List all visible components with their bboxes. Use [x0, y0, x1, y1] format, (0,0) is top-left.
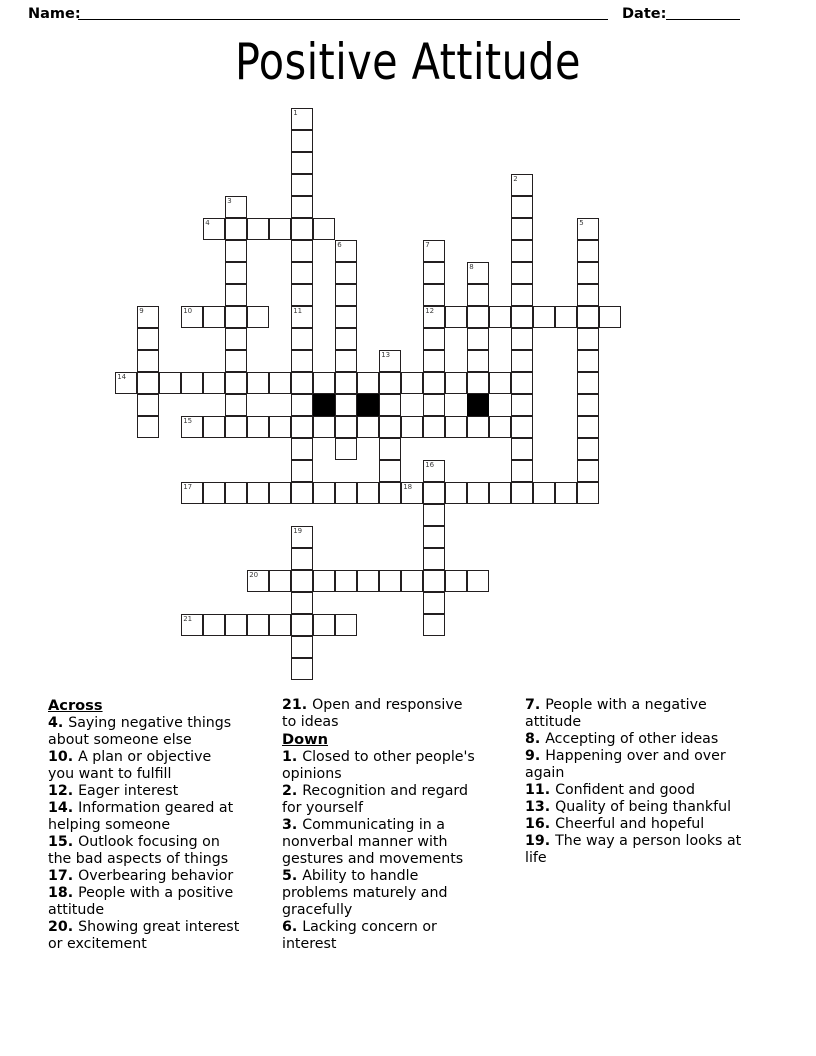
crossword-cell[interactable]: [379, 350, 401, 372]
crossword-cell[interactable]: [291, 130, 313, 152]
cell-number: 12: [425, 306, 435, 315]
crossword-cell[interactable]: [401, 570, 423, 592]
crossword-cell[interactable]: [423, 328, 445, 350]
clue-item: [282, 817, 480, 868]
crossword-cell[interactable]: [357, 570, 379, 592]
crossword-cell[interactable]: [401, 372, 423, 394]
clue-item: [48, 715, 240, 749]
crossword-cell[interactable]: [203, 482, 225, 504]
crossword-cell[interactable]: [423, 262, 445, 284]
clue-text: Overbearing behavior: [78, 868, 234, 884]
crossword-cell[interactable]: [379, 394, 401, 416]
crossword-cell[interactable]: [225, 416, 247, 438]
clue-item: [282, 868, 480, 919]
crossword-cell[interactable]: [225, 614, 247, 636]
cell-number: 15: [183, 416, 193, 425]
clue-column-2: [240, 697, 480, 953]
crossword-cell[interactable]: [203, 372, 225, 394]
clue-number: 9.: [525, 748, 546, 764]
cell-number: 1: [293, 108, 298, 117]
clue-text: Showing great interest or excitement: [48, 919, 240, 952]
across-heading: Across: [48, 697, 103, 714]
clue-item: [48, 868, 240, 885]
clue-text: Ability to handle problems maturely and gracefully: [282, 868, 448, 918]
crossword-cell[interactable]: [577, 372, 599, 394]
crossword-cell[interactable]: [203, 614, 225, 636]
crossword-cell[interactable]: [577, 438, 599, 460]
crossword-cell[interactable]: [291, 218, 313, 240]
crossword-cell[interactable]: [269, 570, 291, 592]
date-label: Date:: [622, 6, 667, 22]
crossword-cell[interactable]: [291, 592, 313, 614]
crossword-cell[interactable]: [445, 416, 467, 438]
cell-number: 17: [183, 482, 193, 491]
crossword-cell[interactable]: [313, 482, 335, 504]
crossword-cell[interactable]: [511, 460, 533, 482]
clue-number: 14.: [48, 800, 79, 816]
crossword-cell[interactable]: [247, 570, 269, 592]
crossword-cell[interactable]: [423, 504, 445, 526]
crossword-cell[interactable]: [269, 416, 291, 438]
crossword-cell[interactable]: [181, 306, 203, 328]
crossword-cell[interactable]: [181, 416, 203, 438]
clue-number: 15.: [48, 834, 79, 850]
blocked-cell: [313, 394, 335, 416]
crossword-cell[interactable]: [467, 570, 489, 592]
crossword-cell[interactable]: [511, 350, 533, 372]
clue-number: 12.: [48, 783, 79, 799]
blocked-cell: [357, 394, 379, 416]
crossword-cell[interactable]: [291, 372, 313, 394]
clue-text: People with a positive attitude: [48, 885, 234, 918]
crossword-cell[interactable]: [225, 262, 247, 284]
crossword-cell[interactable]: [423, 526, 445, 548]
crossword-cell[interactable]: [225, 196, 247, 218]
crossword-cell[interactable]: [335, 416, 357, 438]
crossword-cell[interactable]: [379, 372, 401, 394]
clue-text: A plan or objective you want to fulfill: [48, 749, 212, 782]
crossword-cell[interactable]: [379, 416, 401, 438]
crossword-cell[interactable]: [269, 482, 291, 504]
crossword-cell[interactable]: [291, 658, 313, 680]
crossword-cell[interactable]: [511, 196, 533, 218]
clue-text: Open and responsive to ideas: [282, 697, 463, 730]
crossword-cell[interactable]: [511, 218, 533, 240]
crossword-cell[interactable]: [335, 614, 357, 636]
crossword-cell[interactable]: [467, 482, 489, 504]
crossword-cell[interactable]: [181, 482, 203, 504]
clue-text: Closed to other people's opinions: [282, 749, 475, 782]
crossword-cell[interactable]: [489, 372, 511, 394]
crossword-cell[interactable]: [225, 284, 247, 306]
clue-item: [525, 799, 760, 816]
clue-number: 3.: [282, 817, 303, 833]
crossword-cell[interactable]: [401, 482, 423, 504]
crossword-cell[interactable]: [291, 614, 313, 636]
crossword-cell[interactable]: [423, 548, 445, 570]
crossword-cell[interactable]: [467, 350, 489, 372]
crossword-cell[interactable]: [291, 152, 313, 174]
crossword-cell[interactable]: [225, 350, 247, 372]
cell-number: 11: [293, 306, 303, 315]
crossword-cell[interactable]: [291, 416, 313, 438]
clue-item: [48, 919, 240, 953]
crossword-cell[interactable]: [247, 372, 269, 394]
crossword-cell[interactable]: [291, 108, 313, 130]
crossword-cell[interactable]: [511, 306, 533, 328]
crossword-cell[interactable]: [533, 306, 555, 328]
crossword-cell[interactable]: [423, 372, 445, 394]
crossword-cell[interactable]: [423, 306, 445, 328]
crossword-cell[interactable]: [269, 218, 291, 240]
clue-item: [525, 833, 760, 867]
crossword-cell[interactable]: [291, 240, 313, 262]
crossword-cell[interactable]: [511, 438, 533, 460]
crossword-cell[interactable]: [291, 174, 313, 196]
crossword-cell[interactable]: [335, 328, 357, 350]
clue-text: Happening over and over again: [525, 748, 726, 781]
crossword-cell[interactable]: [379, 438, 401, 460]
crossword-cell[interactable]: [445, 306, 467, 328]
crossword-cell[interactable]: [291, 394, 313, 416]
crossword-cell[interactable]: [379, 460, 401, 482]
crossword-cell[interactable]: [423, 240, 445, 262]
crossword-cell[interactable]: [335, 394, 357, 416]
clue-item: [525, 748, 760, 782]
clue-number: 18.: [48, 885, 79, 901]
cell-number: 13: [381, 350, 391, 359]
crossword-cell[interactable]: [291, 438, 313, 460]
clue-number: 20.: [48, 919, 79, 935]
crossword-cell[interactable]: [247, 482, 269, 504]
crossword-cell[interactable]: [423, 284, 445, 306]
crossword-cell[interactable]: [181, 372, 203, 394]
crossword-cell[interactable]: [445, 570, 467, 592]
clue-text: People with a negative attitude: [525, 697, 707, 730]
crossword-cell[interactable]: [599, 306, 621, 328]
crossword-cell[interactable]: [467, 372, 489, 394]
crossword-cell[interactable]: [137, 350, 159, 372]
crossword-cell[interactable]: [467, 284, 489, 306]
clue-item: [282, 919, 480, 953]
crossword-cell[interactable]: [511, 240, 533, 262]
clue-number: 2.: [282, 783, 303, 799]
cell-number: 4: [205, 218, 210, 227]
clue-text: Saying negative things about someone else: [48, 715, 232, 748]
crossword-cell[interactable]: [423, 416, 445, 438]
crossword-cell[interactable]: [291, 570, 313, 592]
clue-text: Eager interest: [78, 783, 179, 799]
cell-number: 8: [469, 262, 474, 271]
crossword-cell[interactable]: [313, 614, 335, 636]
cell-number: 10: [183, 306, 193, 315]
crossword-cell[interactable]: [445, 372, 467, 394]
crossword-cell[interactable]: [577, 482, 599, 504]
clue-text: Lacking concern or interest: [282, 919, 437, 952]
crossword-cell[interactable]: [335, 262, 357, 284]
crossword-cell[interactable]: [423, 570, 445, 592]
crossword-cell[interactable]: [489, 482, 511, 504]
crossword-cell[interactable]: [379, 570, 401, 592]
clue-item: [282, 697, 480, 731]
crossword-cell[interactable]: [291, 548, 313, 570]
crossword-cell[interactable]: [137, 306, 159, 328]
cell-number: 16: [425, 460, 435, 469]
crossword-cell[interactable]: [511, 328, 533, 350]
crossword-cell[interactable]: [577, 284, 599, 306]
clues-region: [0, 697, 816, 953]
clue-item: [48, 783, 240, 800]
crossword-cell[interactable]: [577, 394, 599, 416]
crossword-cell[interactable]: [423, 592, 445, 614]
clue-number: 11.: [525, 782, 556, 798]
crossword-cell[interactable]: [137, 416, 159, 438]
cell-number: 3: [227, 196, 232, 205]
crossword-cell[interactable]: [335, 372, 357, 394]
crossword-cell[interactable]: [511, 262, 533, 284]
clue-number: 10.: [48, 749, 79, 765]
crossword-cell[interactable]: [423, 482, 445, 504]
crossword-cell[interactable]: [291, 482, 313, 504]
crossword-cell[interactable]: [313, 218, 335, 240]
crossword-cell[interactable]: [225, 328, 247, 350]
clue-number: 21.: [282, 697, 313, 713]
clue-number: 19.: [525, 833, 556, 849]
crossword-cell[interactable]: [269, 614, 291, 636]
crossword-cell[interactable]: [511, 416, 533, 438]
crossword-cell[interactable]: [335, 306, 357, 328]
clue-text: Recognition and regard for yourself: [282, 783, 468, 816]
crossword-cell[interactable]: [203, 306, 225, 328]
crossword-cell[interactable]: [291, 306, 313, 328]
crossword-cell[interactable]: [357, 416, 379, 438]
crossword-cell[interactable]: [291, 284, 313, 306]
crossword-cell[interactable]: [291, 350, 313, 372]
clue-text: The way a person looks at life: [525, 833, 742, 866]
crossword-cell[interactable]: [379, 482, 401, 504]
clue-number: 8.: [525, 731, 546, 747]
crossword-cell[interactable]: [115, 372, 137, 394]
clue-text: Cheerful and hopeful: [555, 816, 705, 832]
clue-number: 1.: [282, 749, 303, 765]
clue-text: Information geared at helping someone: [48, 800, 234, 833]
crossword-cell[interactable]: [511, 174, 533, 196]
clue-item: [48, 749, 240, 783]
crossword-cell[interactable]: [159, 372, 181, 394]
crossword-cell[interactable]: [489, 416, 511, 438]
clue-text: Accepting of other ideas: [545, 731, 719, 747]
blocked-cell: [467, 394, 489, 416]
crossword-cell[interactable]: [291, 196, 313, 218]
crossword-cell[interactable]: [225, 482, 247, 504]
clue-item: [48, 800, 240, 834]
crossword-cell[interactable]: [247, 306, 269, 328]
crossword-cell[interactable]: [137, 394, 159, 416]
crossword-cell[interactable]: [423, 460, 445, 482]
clue-number: 7.: [525, 697, 546, 713]
crossword-cell[interactable]: [291, 262, 313, 284]
crossword-cell[interactable]: [401, 416, 423, 438]
crossword-cell[interactable]: [511, 482, 533, 504]
crossword-cell[interactable]: [467, 306, 489, 328]
cell-number: 9: [139, 306, 144, 315]
clue-number: 16.: [525, 816, 556, 832]
clue-item: [525, 782, 760, 799]
crossword-cell[interactable]: [291, 328, 313, 350]
crossword-cell[interactable]: [335, 482, 357, 504]
crossword-cell[interactable]: [511, 394, 533, 416]
crossword-cell[interactable]: [181, 614, 203, 636]
crossword-cell[interactable]: [577, 218, 599, 240]
clue-text: Quality of being thankful: [555, 799, 732, 815]
crossword-cell[interactable]: [467, 416, 489, 438]
cell-number: 7: [425, 240, 430, 249]
crossword-cell[interactable]: [511, 372, 533, 394]
crossword-cell[interactable]: [555, 306, 577, 328]
clue-item: [525, 697, 760, 731]
crossword-cell[interactable]: [577, 460, 599, 482]
cell-number: 20: [249, 570, 259, 579]
crossword-cell[interactable]: [203, 416, 225, 438]
crossword-cell[interactable]: [225, 372, 247, 394]
crossword-cell[interactable]: [269, 372, 291, 394]
crossword-cell[interactable]: [137, 328, 159, 350]
crossword-cell[interactable]: [247, 218, 269, 240]
clue-item: [525, 731, 760, 748]
cell-number: 19: [293, 526, 303, 535]
clue-text: Confident and good: [555, 782, 695, 798]
clue-item: [48, 834, 240, 868]
clue-item: [282, 783, 480, 817]
clue-column-3: [480, 697, 760, 953]
crossword-cell[interactable]: [335, 284, 357, 306]
crossword-cell[interactable]: [335, 350, 357, 372]
cell-number: 5: [579, 218, 584, 227]
cell-number: 21: [183, 614, 193, 623]
crossword-cell[interactable]: [291, 526, 313, 548]
crossword-cell[interactable]: [467, 328, 489, 350]
crossword-cell[interactable]: [225, 218, 247, 240]
clue-text: Communicating in a nonverbal manner with gestures and movements: [282, 817, 464, 867]
crossword-cell[interactable]: [203, 218, 225, 240]
crossword-cell[interactable]: [357, 372, 379, 394]
crossword-cell[interactable]: [511, 284, 533, 306]
crossword-cell[interactable]: [313, 372, 335, 394]
crossword-cell[interactable]: [423, 394, 445, 416]
crossword-cell[interactable]: [225, 394, 247, 416]
cell-number: 6: [337, 240, 342, 249]
crossword-cell[interactable]: [137, 372, 159, 394]
crossword-cell[interactable]: [577, 306, 599, 328]
cell-number: 18: [403, 482, 413, 491]
crossword-cell[interactable]: [313, 416, 335, 438]
cell-number: 2: [513, 174, 518, 183]
crossword-cell[interactable]: [489, 306, 511, 328]
crossword-cell[interactable]: [313, 570, 335, 592]
crossword-cell[interactable]: [247, 416, 269, 438]
crossword-cell[interactable]: [445, 482, 467, 504]
clue-number: 6.: [282, 919, 303, 935]
clue-number: 5.: [282, 868, 303, 884]
page-title: Positive Attitude: [235, 33, 581, 91]
clue-column-1: [0, 697, 240, 953]
crossword-cell[interactable]: [533, 482, 555, 504]
crossword-cell[interactable]: [357, 482, 379, 504]
crossword-cell[interactable]: [335, 438, 357, 460]
crossword-cell[interactable]: [555, 482, 577, 504]
down-heading: Down: [282, 731, 329, 748]
crossword-cell[interactable]: [247, 614, 269, 636]
crossword-cell[interactable]: [577, 262, 599, 284]
crossword-cell[interactable]: [225, 306, 247, 328]
crossword-cell[interactable]: [335, 240, 357, 262]
crossword-cell[interactable]: [335, 570, 357, 592]
crossword-cell[interactable]: [467, 262, 489, 284]
crossword-cell[interactable]: [291, 636, 313, 658]
crossword-cell[interactable]: [225, 240, 247, 262]
crossword-cell[interactable]: [577, 328, 599, 350]
clue-number: 17.: [48, 868, 79, 884]
crossword-cell[interactable]: [423, 350, 445, 372]
clue-number: 13.: [525, 799, 556, 815]
clue-number: 4.: [48, 715, 69, 731]
crossword-cell[interactable]: [577, 350, 599, 372]
crossword-cell[interactable]: [291, 460, 313, 482]
clue-item: [525, 816, 760, 833]
crossword-cell[interactable]: [577, 416, 599, 438]
clue-item: [282, 749, 480, 783]
clue-item: [48, 885, 240, 919]
clue-text: Outlook focusing on the bad aspects of things: [48, 834, 229, 867]
cell-number: 14: [117, 372, 127, 381]
crossword-cell[interactable]: [577, 240, 599, 262]
crossword-cell[interactable]: [423, 614, 445, 636]
name-label: Name:: [28, 6, 81, 22]
